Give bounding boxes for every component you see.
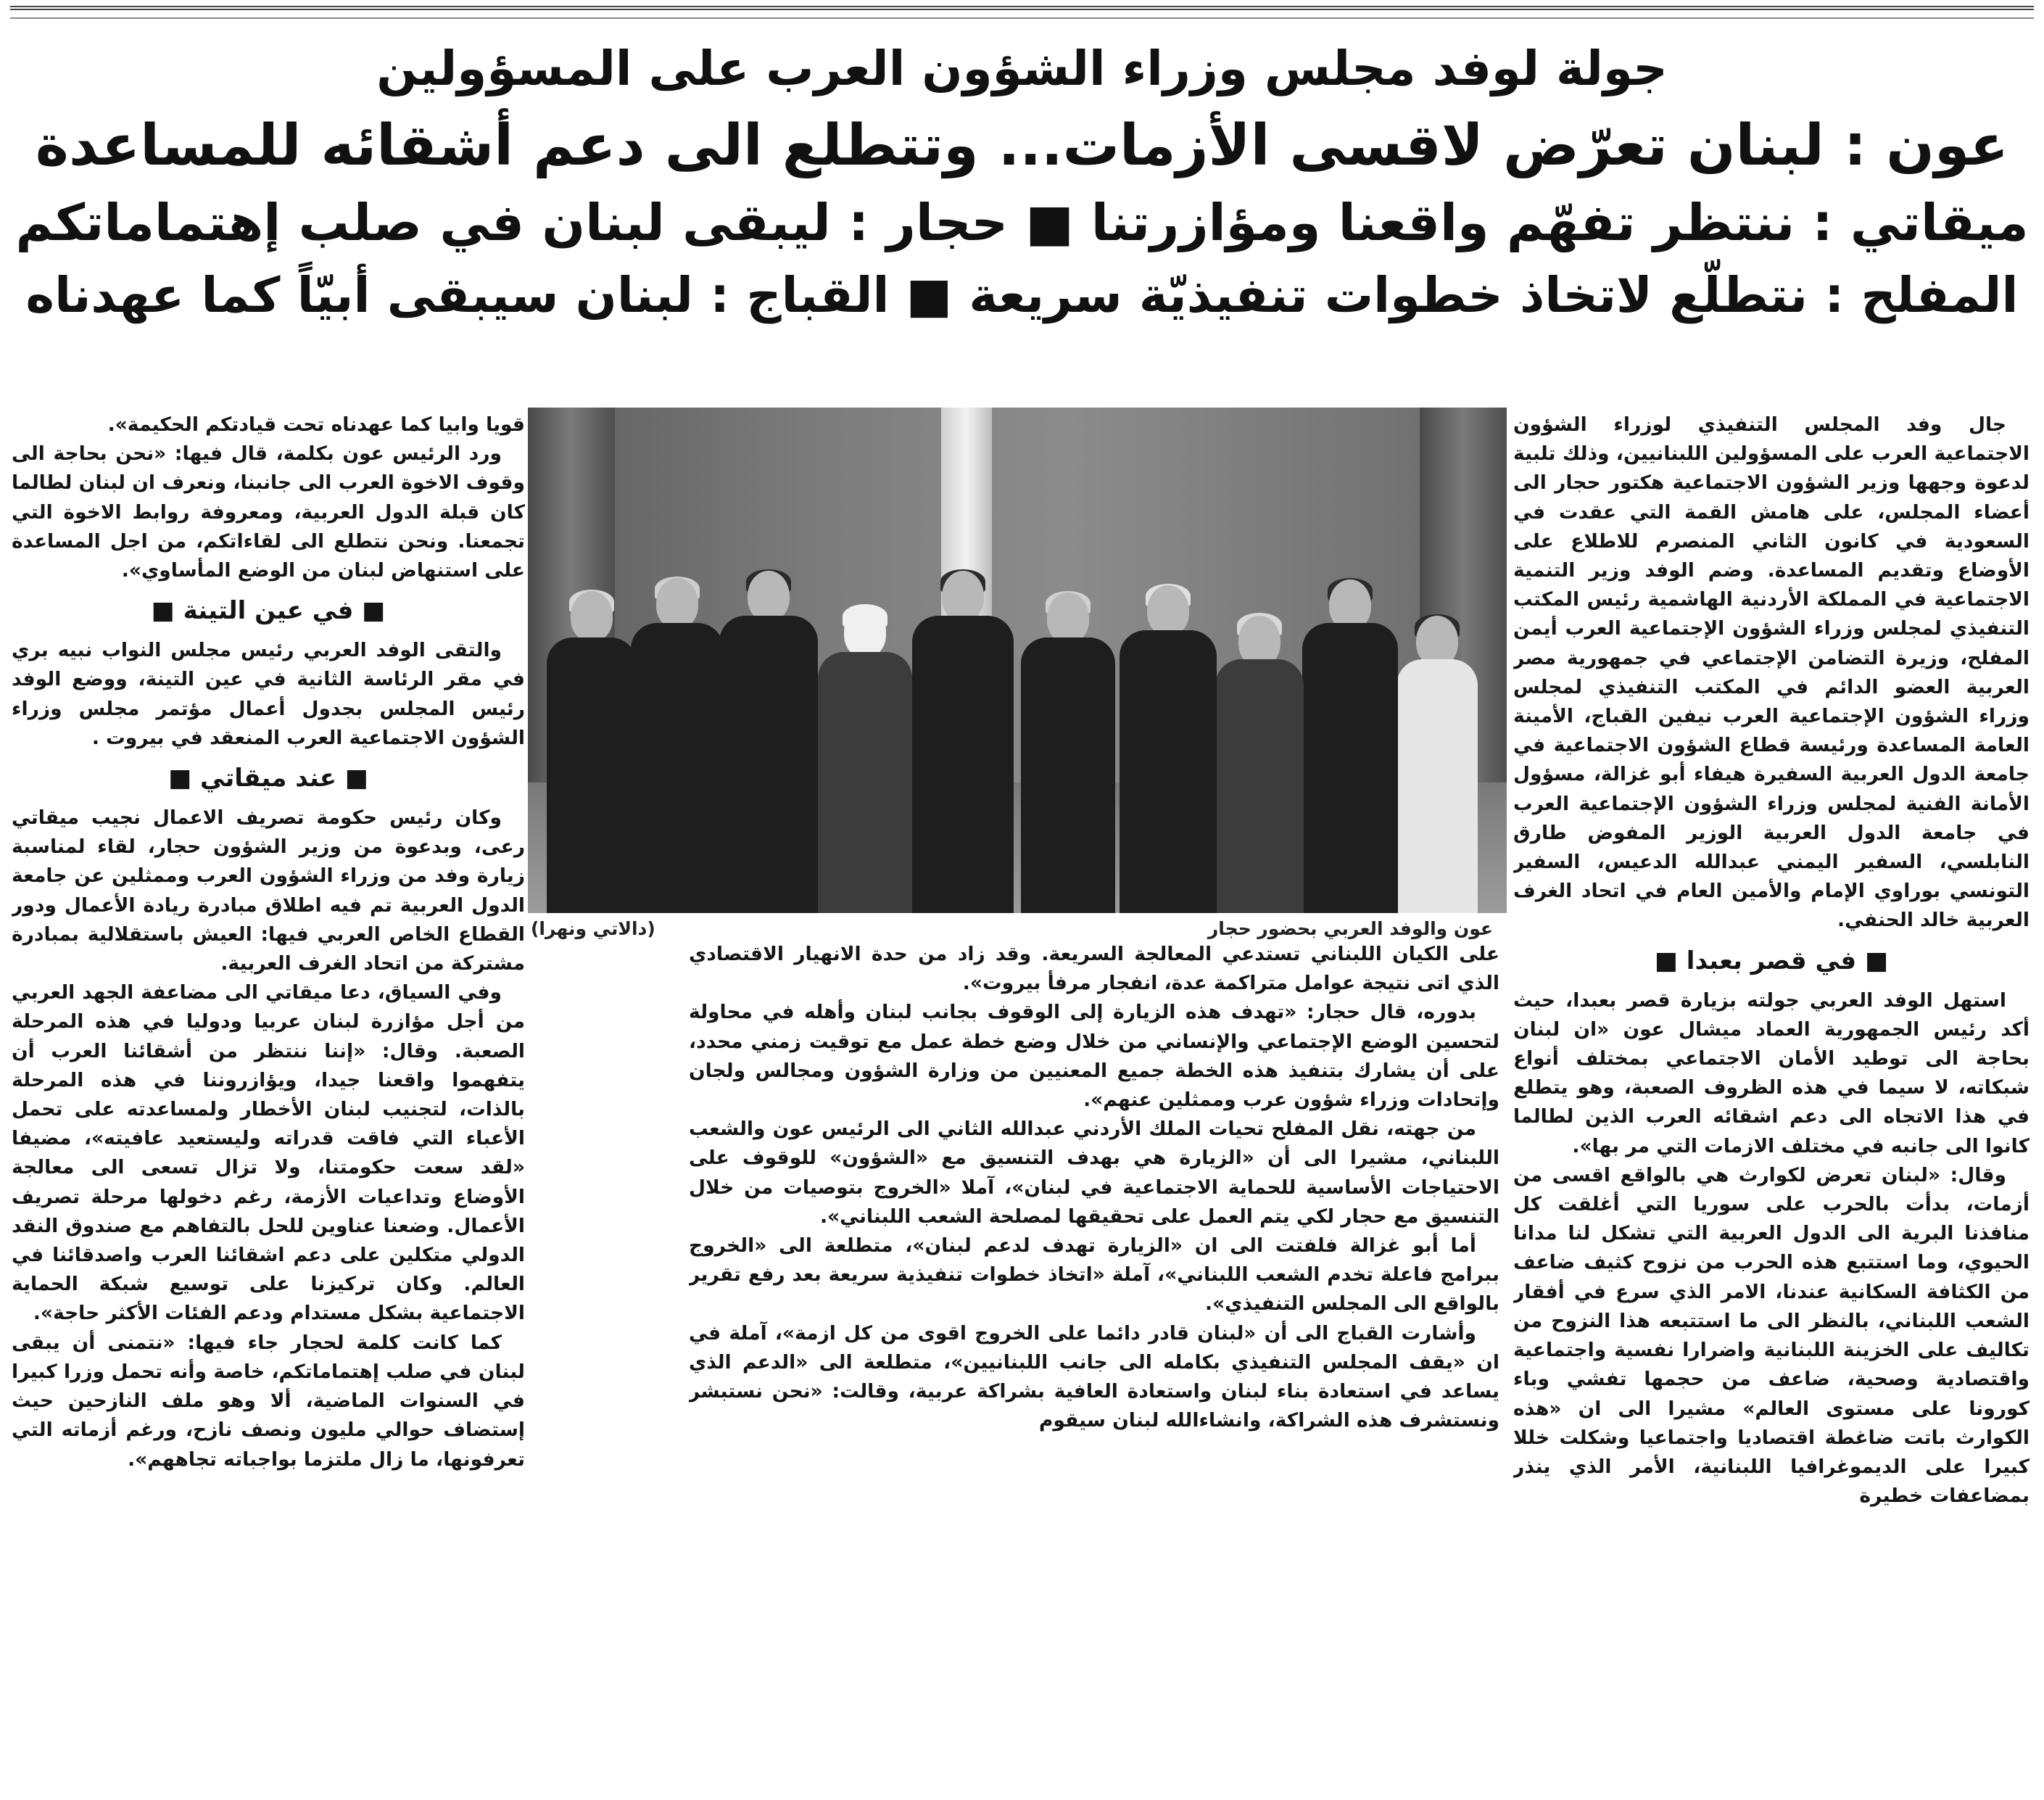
- headline-main-2: ميقاتي : ننتظر تفهّم واقعنا ومؤازرتنا ■ حجار : ليبقى لبنان في صلب إهتماماتكم: [15, 193, 2029, 252]
- photo-person: [1215, 608, 1304, 913]
- article-paragraph: كما كانت كلمة لحجار جاء فيها: «نتمنى أن يبقى لبنان في صلب إهتماماتكم، خاصة وأنه تحمل وزرا كبيرا في السنوات الماضية، ألا وهو ملف النازحين حيث إستضاف حوالي مليون ونصف نازح، ورغم أزماته التي تعرفونها، ما زال ملتزما بواجباته تجاههم».: [12, 1331, 525, 1471]
- article-column-right: [1513, 410, 2029, 1781]
- section-subhead-ain-el-tineh: ■ في عين التينة ■: [151, 596, 386, 626]
- headline-kicker: جولة لوفد مجلس وزراء الشؤون العرب على المسؤولين: [376, 41, 1668, 96]
- headline-block: [15, 38, 2029, 323]
- photo-person: [631, 572, 724, 913]
- photo-person: [1302, 572, 1398, 913]
- section-subhead-baabda: ■ في قصر بعبدا ■: [1654, 946, 1889, 975]
- photo-credit: (دالاتي ونهرا): [531, 918, 655, 939]
- article-column-middle: [689, 940, 1499, 1781]
- group-photo: [528, 408, 1507, 913]
- photo-person: [1120, 579, 1217, 913]
- article-paragraph: وأشارت القباج الى أن «لبنان قادر دائما على الخروج اقوى من كل ازمة»، آملة في ان «يقف المجلس التنفيذي بكامله الى جانب اللبنانيين»، متطلعة الى «الدعم الذي يساعد في استعادة بناء لبنان واستعادة العافية بشراكة عربية، وقالت: «نحن نستبشر ونستشرف هذه الشراكة، وانشاءالله لبنان سيقوم: [689, 1321, 1499, 1432]
- photo-caption: عون والوفد العربي بحضور حجار: [1207, 918, 1493, 939]
- article-paragraph: وقال: «لبنان تعرض لكوارث هي بالواقع اقسى من أزمات، بدأت بالحرب على سوريا التي أغلقت كل منافذنا البرية الى الدول العربية التي تشكل لنا مدانا الحيوي، وما استتبع هذه الحرب من نزوح كثيف ضاعف من الكثافة السكانية عندنا، الامر الذي سرع في أفقار الشعب اللبناني، بالنظر الى ما استتبعه هذا النزوح من تكاليف على الخزينة اللبنانية واضرارا نفسية واجتماعية واقتصادية وصحية، ضاعف من حجمها تفشي وباء كورونا على مستوى العالم» مشيرا الى ان «هذه الكوارث باتت ضاغطة اقتصاديا واجتماعيا وشكلت خللا كبيرا على الديموغرافيا اللبنانية، الأمر الذي ينذر بمضاعفات خطيرة: [1513, 1163, 2029, 1508]
- headline-main-3: المفلح : نتطلّع لاتخاذ خطوات تنفيذيّة سريعة ■ القباج : لبنان سيبقى أبيّاً كما عهدناه: [25, 267, 2019, 323]
- article-paragraph: جال وفد المجلس التنفيذي لوزراء الشؤون الاجتماعية العرب على المسؤولين اللبنانيين، وذلك تلبية لدعوة وجهها وزير الشؤون الاجتماعية هكتور حجار الى أعضاء المجلس، على هامش القمة التي عقدت في السعودية في كانون الثاني المنصرم للاطلاع على الأوضاع وتقديم المساعدة. وضم الوفد وزير التنمية الاجتماعية في المملكة الأردنية الهاشمية رئيس المكتب التنفيذي لمجلس وزراء الشؤون الإجتماعية العرب أيمن المفلح، وزيرة التضامن الإجتماعي في جمهورية مصر العربية العضو الدائم في المكتب التنفيذي لمجلس وزراء الشؤون الإجتماعية العرب نيفين القباج، الأمينة العامة المساعدة ورئيسة قطاع الشؤون الاجتماعية في جامعة الدول العربية السفيرة هيفاء أبو غزالة، مسؤول الأمانة الفنية لمجلس وزراء الشؤون الإجتماعية العرب في جامعة الدول العربية الوزير المفوض طارق النابلسي، السفير اليمني عبدالله الدعيس، السفير التونسي بوراوي الإمام والأمين العام في اتحاد الغرف العربية خالد الحنفي.: [1513, 413, 2029, 932]
- article-paragraph: وفي السياق، دعا ميقاتي الى مضاعفة الجهد العربي من أجل مؤازرة لبنان عربيا ودوليا في هذه المرحلة الصعبة. وقال: «إننا ننتظر من أشقائنا العرب أن يتفهموا واقعنا جيدا، ويؤازروننا في هذه المرحلة بالذات، لتجنيب لبنان الأخطار ولمساعدته على تحمل الأعباء التي فاقت قدراته وليستعيد عافيته»، مضيفا «لقد سعت حكومتنا، ولا تزال تسعى الى معالجة الأوضاع وتداعيات الأزمة، رغم دخولها مرحلة تصريف الأعمال. وضعنا عناوين للحل بالتفاهم مع صندوق النقد الدولي متكلين على دعم اشقائنا العرب واصدقائنا في العالم. وكان تركيزنا على توسيع شبكة الحماية الاجتماعية بشكل مستدام ودعم الفئات الأكثر حاجة».: [12, 981, 525, 1325]
- top-thin-rule: [10, 17, 2034, 19]
- article-paragraph: استهل الوفد العربي جولته بزيارة قصر بعبدا، حيث أكد رئيس الجمهورية العماد ميشال عون «ان لبنان بحاجة الى توطيد الأمان الاجتماعي بمختلف أنواع شبكاته، لا سيما في هذه الظروف الصعبة، وهو يتطلع في هذا الاتجاه الى دعم اشقائه العرب الذين لطالما كانوا الى جانبه في مختلف الازمات التي مر بها».: [1513, 988, 2029, 1157]
- headline-main-1: عون : لبنان تعرّض لاقسى الأزمات... وتتطلع الى دعم أشقائه للمساعدة: [35, 113, 2009, 178]
- article-paragraph: بدوره، قال حجار: «تهدف هذه الزيارة إلى الوقوف بجانب لبنان وأهله في محاولة لتحسين الوضع الإجتماعي والإنساني من خلال وضع خطة عمل مع توقيت زمني محدد، على أن يشارك بتنفيذ هذه الخطة جميع المعنيين من وزارة الشؤون ومجالس ولجان وإتحادات وزراء شؤون عرب وممثلين عنهم».: [689, 1001, 1499, 1112]
- article-paragraph: أما أبو غزالة فلفتت الى ان «الزيارة تهدف لدعم لبنان»، متطلعة الى «الخروج ببرامج فاعلة تخدم الشعب اللبناني»، آملة «اتخاذ خطوات تنفيذية سريعة بعد رفع تقرير بالواقع الى المجلس التنفيذي».: [689, 1234, 1499, 1316]
- article-paragraph: وكان رئيس حكومة تصريف الاعمال نجيب ميقاتي رعى، وبدعوة من وزير الشؤون حجار، لقاء لمناسبة زيارة وفد من وزراء الشؤون العرب وممثلين عن جامعة الدول العربية تم فيه اطلاق مبادرة ريادة الأعمال ودور القطاع الخاص العربي فيها: العيش باستقلالية بمبادرة مشتركة من اتحاد الغرف العربية.: [12, 806, 525, 975]
- article-paragraph: ورد الرئيس عون بكلمة، قال فيها: «نحن بحاجة الى وقوف الاخوة العرب الى جانبنا، ونعرف ان لبنان لطالما كان قبلة الدول العربية، ومعروفة روابط الاخوة التي تجمعنا. ونحن نتطلع الى لقاءاتكم، من اجل المساعدة على استنهاض لبنان من الوضع المأساوي».: [12, 442, 525, 582]
- article-column-left: [12, 410, 525, 1781]
- photo-person: [818, 601, 912, 913]
- photo-person: [1397, 608, 1478, 913]
- article-paragraph: قويا وابيا كما عهدناه تحت قيادتكم الحكيمة».: [107, 413, 525, 436]
- section-subhead-mikati: ■ عند ميقاتي ■: [168, 764, 368, 793]
- photo-person: [1021, 587, 1115, 913]
- article-paragraph: والتقى الوفد العربي رئيس مجلس النواب نبيه بري في مقر الرئاسة الثانية في عين التينة، ووضع الوفد رئيس المجلس بجدول أعمال مؤتمر مجلس وزراء الشؤون الاجتماعية العرب المنعقد في بيروت .: [12, 639, 525, 749]
- top-double-rule: [10, 6, 2034, 10]
- article-paragraph: من جهته، نقل المفلح تحيات الملك الأردني عبدالله الثاني الى الرئيس عون والشعب اللبناني، مشيرا الى أن «الزيارة هي بهدف التنسيق مع «الشؤون» للوقوف على الاحتياجات الأساسية للحماية الاجتماعية في لبنان»، آملا «الخروج بتوصيات من خلال التنسيق مع حجار لكي يتم العمل على تحقيقها لمصلحة الشعب اللبناني».: [689, 1118, 1499, 1228]
- photo-person: [547, 587, 637, 913]
- article-paragraph: على الكيان اللبناني تستدعي المعالجة السريعة. وقد زاد من حدة الانهيار الاقتصادي الذي اتى نتيجة عوامل متراكمة عدة، انفجار مرفأ بيروت».: [689, 943, 1499, 995]
- photo-person: [912, 565, 1014, 913]
- photo-person: [719, 565, 818, 913]
